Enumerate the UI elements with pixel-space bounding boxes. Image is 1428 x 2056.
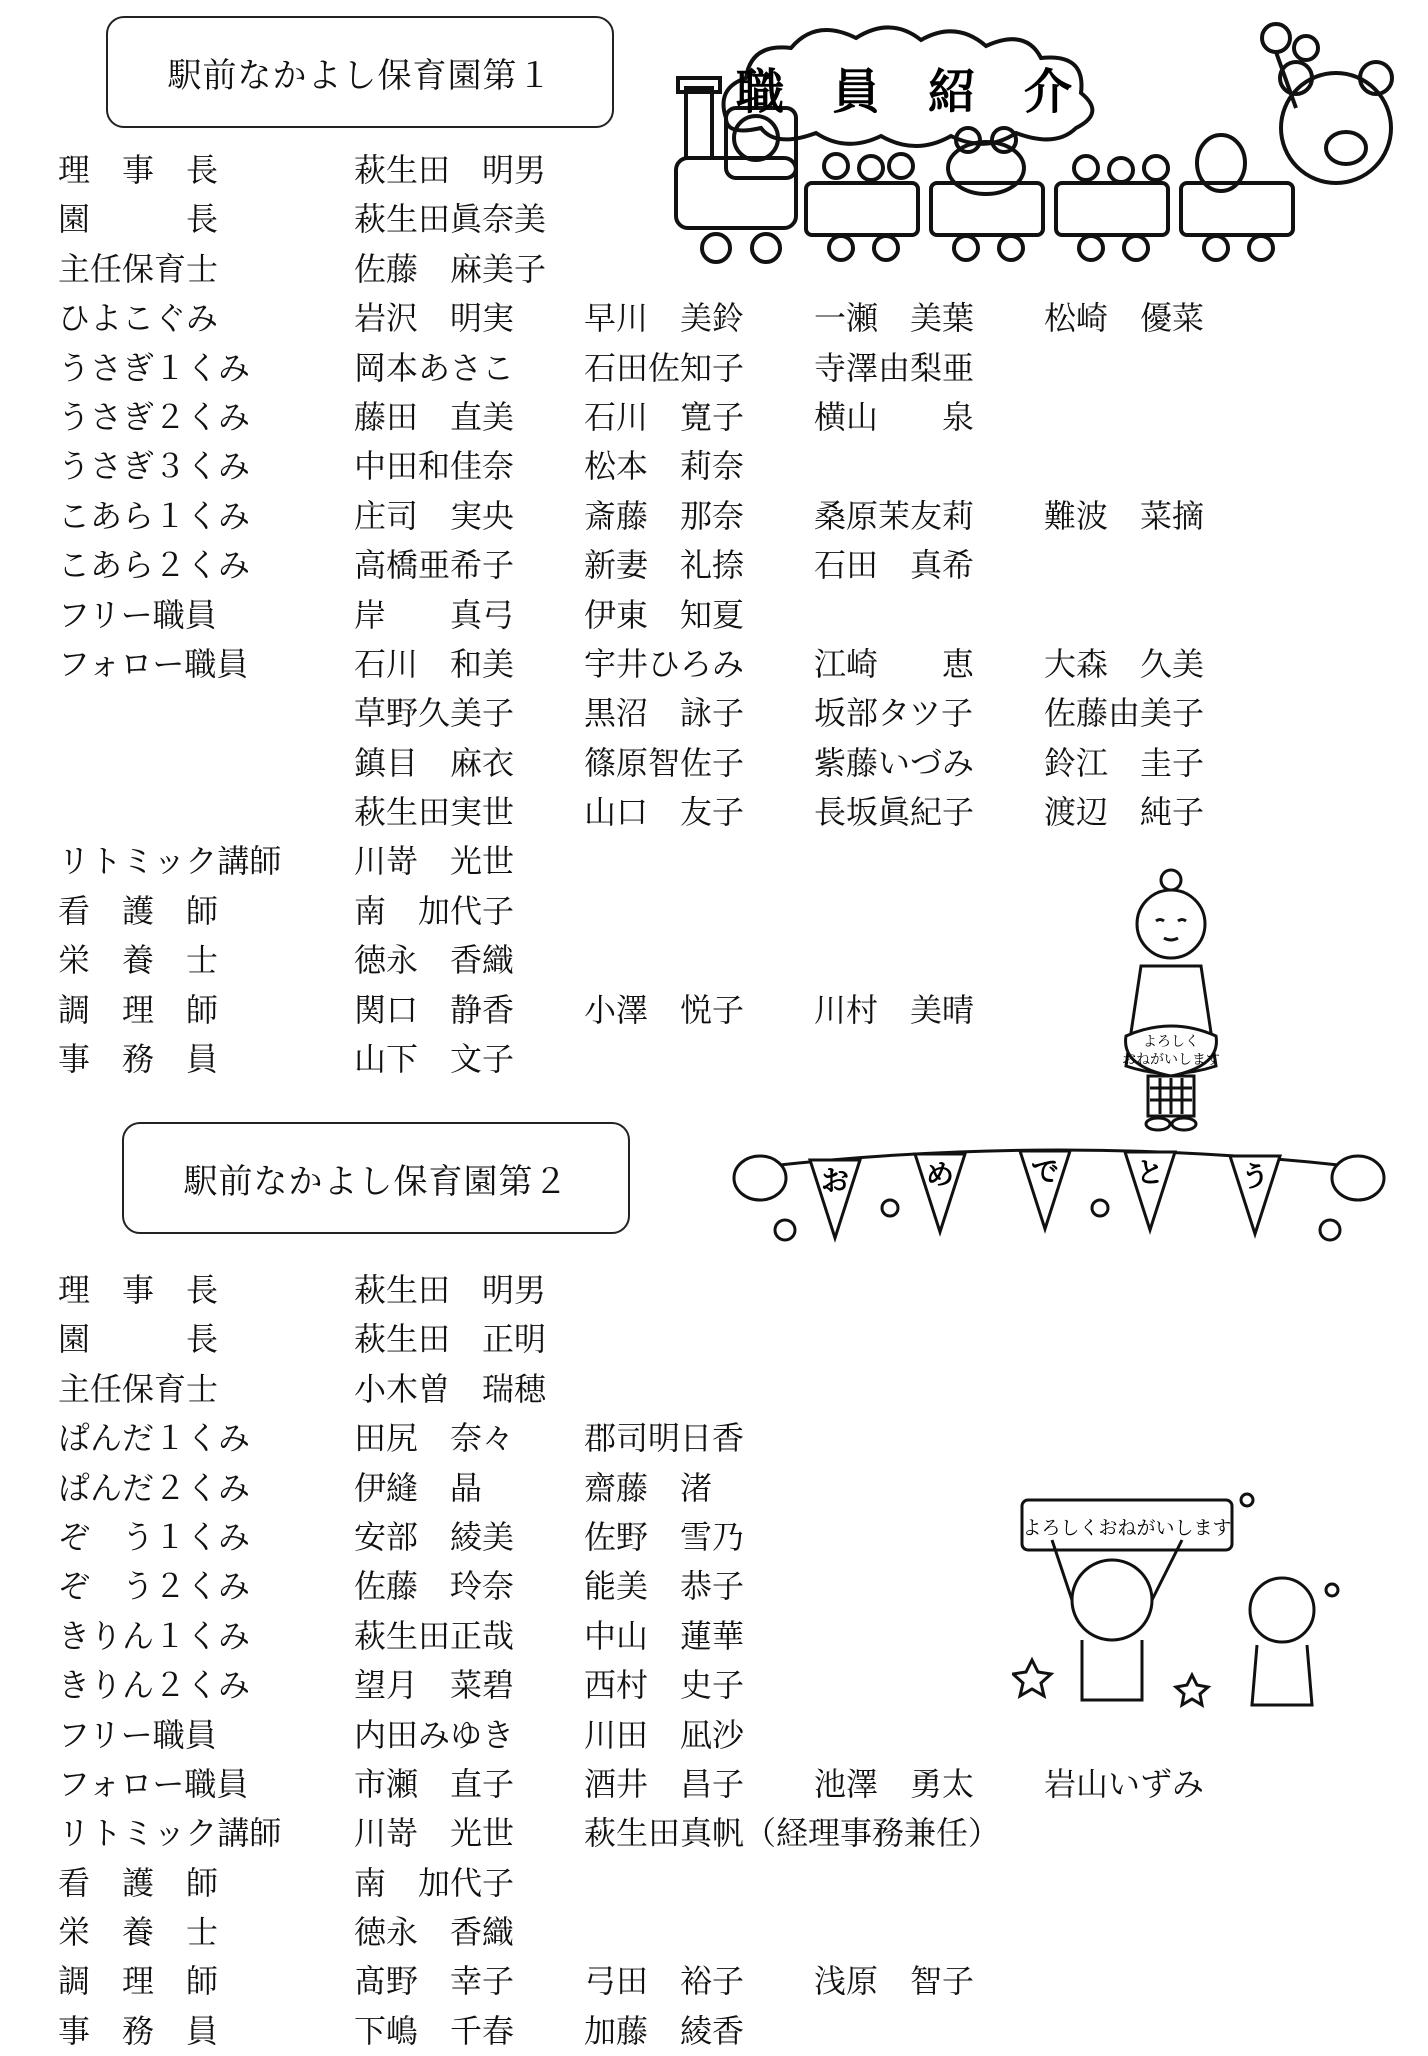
role-label: 看 護 師 <box>58 891 219 930</box>
staff-name: 南 加代子 <box>354 1863 515 1902</box>
staff-name: 小木曽 瑞穂 <box>354 1369 547 1408</box>
staff-name: 川嵜 光世 <box>354 842 515 881</box>
header-title: 職 員 紹 介 <box>735 64 1073 120</box>
staff-name: 萩生田 明男 <box>354 151 547 189</box>
role-label: 理 事 長 <box>58 1271 219 1309</box>
staff-name: 長坂眞紀子 <box>814 793 975 832</box>
kids-sign-illustration <box>1012 1480 1342 1720</box>
role-label: 理 事 長 <box>58 151 219 189</box>
staff-name: 岸 真弓 <box>354 595 515 634</box>
staff-name: 田尻 奈々 <box>354 1419 515 1458</box>
staff-name: 齋藤 渚 <box>584 1468 713 1507</box>
staff-name: 西村 史子 <box>584 1666 745 1705</box>
staff-name: 大森 久美 <box>1044 644 1205 683</box>
role-label: きりん２くみ <box>58 1666 251 1705</box>
banner-letter-de: で <box>1030 1155 1060 1188</box>
staff-name: 萩生田正哉 <box>354 1616 515 1655</box>
staff-name: 関口 静香 <box>354 990 515 1029</box>
staff-name: 小澤 悦子 <box>584 990 745 1029</box>
role-label: ぱんだ２くみ <box>58 1468 251 1507</box>
train-animals-illustration <box>656 8 1416 278</box>
section1-title: 駅前なかよし保育園第１ <box>106 16 614 128</box>
staff-name: 松崎 優菜 <box>1044 299 1205 338</box>
staff-name: 一瀬 美葉 <box>814 299 975 338</box>
role-label: こあら２くみ <box>58 546 251 585</box>
role-label: 栄 養 士 <box>58 1913 219 1952</box>
staff-name: 萩生田 正明 <box>354 1320 547 1359</box>
apron-girl-illustration <box>1096 866 1246 1136</box>
staff-name: 伊縫 晶 <box>354 1468 483 1507</box>
staff-name: 江崎 恵 <box>814 644 975 683</box>
staff-name: 弓田 裕子 <box>584 1962 745 2001</box>
staff-name: 桑原茉友莉 <box>814 496 975 535</box>
role-label: ぞ う２くみ <box>58 1567 251 1606</box>
staff-name: 藤田 直美 <box>354 397 515 436</box>
staff-name: 酒井 昌子 <box>584 1764 745 1803</box>
role-label: 事 務 員 <box>58 1040 219 1079</box>
staff-name: 岩沢 明実 <box>354 299 515 338</box>
staff-name: 紫藤いづみ <box>814 743 975 782</box>
banner-letter-me: め <box>925 1158 955 1191</box>
staff-name: 草野久美子 <box>354 694 515 733</box>
role-label: フリー職員 <box>58 1715 217 1754</box>
staff-name: 萩生田真帆（経理事務兼任） <box>584 1814 1001 1853</box>
staff-name: 内田みゆき <box>354 1715 515 1754</box>
staff-name: 難波 菜摘 <box>1044 496 1205 535</box>
staff-name: 新妻 礼捺 <box>584 546 745 585</box>
staff-name: 鈴江 圭子 <box>1044 743 1205 782</box>
staff-name: 川田 凪沙 <box>584 1715 745 1754</box>
staff-name: 斎藤 那奈 <box>584 496 745 535</box>
staff-name: 南 加代子 <box>354 891 515 930</box>
staff-name: 松本 莉奈 <box>584 447 745 486</box>
staff-name: 石田佐知子 <box>584 348 745 387</box>
role-label: ひよこぐみ <box>58 299 219 338</box>
role-label: うさぎ１くみ <box>58 348 251 387</box>
role-label: きりん１くみ <box>58 1616 251 1655</box>
role-label: こあら１くみ <box>58 496 251 535</box>
staff-name: 望月 菜碧 <box>354 1666 515 1705</box>
staff-name: 高橋亜希子 <box>354 546 515 585</box>
staff-name: 萩生田 明男 <box>354 1271 547 1309</box>
staff-name: 寺澤由梨亜 <box>814 348 975 387</box>
staff-name: 横山 泉 <box>814 397 975 436</box>
congratulations-banner <box>700 1138 1418 1268</box>
staff-name: 早川 美鈴 <box>584 299 745 338</box>
staff-name: 篠原智佐子 <box>584 743 745 782</box>
staff-name: 岩山いずみ <box>1044 1764 1205 1803</box>
staff-name: 坂部タツ子 <box>814 694 974 733</box>
staff-name: 髙野 幸子 <box>354 1962 515 2001</box>
role-label: 事 務 員 <box>58 2011 219 2050</box>
staff-name: 池澤 勇太 <box>814 1764 975 1803</box>
staff-name: 庄司 実央 <box>354 496 515 535</box>
apron-text-line2: おねがいします <box>1122 1052 1220 1068</box>
section2-title: 駅前なかよし保育園第２ <box>122 1122 630 1234</box>
role-label: 看 護 師 <box>58 1863 219 1902</box>
staff-name: 佐藤由美子 <box>1044 694 1205 733</box>
role-label: 栄 養 士 <box>58 941 219 980</box>
role-label: リトミック講師 <box>58 842 282 881</box>
staff-name: 岡本あさこ <box>354 348 515 387</box>
staff-name: 能美 恭子 <box>584 1567 745 1606</box>
staff-name: 山口 友子 <box>584 793 745 832</box>
role-label: 主任保育士 <box>58 1369 219 1408</box>
staff-name: 石田 真希 <box>814 546 975 585</box>
staff-name: 伊東 知夏 <box>584 595 745 634</box>
staff-name: 徳永 香織 <box>354 1913 515 1952</box>
staff-name: 渡辺 純子 <box>1044 793 1205 832</box>
staff-name: 黒沼 詠子 <box>584 694 745 733</box>
staff-name: 鎮目 麻衣 <box>354 743 515 782</box>
staff-name: 萩生田眞奈美 <box>354 200 547 239</box>
staff-name: 佐藤 麻美子 <box>354 249 547 288</box>
staff-name: 加藤 綾香 <box>584 2011 745 2050</box>
staff-name: 宇井ひろみ <box>584 644 745 683</box>
role-label: 主任保育士 <box>58 249 219 288</box>
staff-name: 石川 和美 <box>354 644 515 683</box>
staff-name: 徳永 香織 <box>354 941 515 980</box>
staff-name: 萩生田実世 <box>354 793 515 832</box>
role-label: ぞ う１くみ <box>58 1517 251 1556</box>
staff-name: 佐野 雪乃 <box>584 1517 745 1556</box>
role-label: 調 理 師 <box>58 1962 219 2001</box>
role-label: フォロー職員 <box>58 644 249 683</box>
staff-name: 郡司明日香 <box>584 1419 745 1458</box>
staff-name: 川嵜 光世 <box>354 1814 515 1853</box>
staff-name: 佐藤 玲奈 <box>354 1567 515 1606</box>
staff-name: 市瀬 直子 <box>354 1764 515 1803</box>
staff-name: 安部 綾美 <box>354 1517 515 1556</box>
role-label: うさぎ２くみ <box>58 397 251 436</box>
banner-letter-u: う <box>1240 1160 1270 1193</box>
staff-name: 中山 蓮華 <box>584 1616 745 1655</box>
role-label: フリー職員 <box>58 595 217 634</box>
banner-letter-o: お <box>820 1164 850 1197</box>
staff-name: 中田和佳奈 <box>354 447 515 486</box>
role-label: フォロー職員 <box>58 1764 249 1803</box>
sign-text: よろしくおねがいします <box>1022 1517 1232 1539</box>
role-label: 園 長 <box>58 1320 219 1359</box>
role-label: 調 理 師 <box>58 990 219 1029</box>
staff-name: 浅原 智子 <box>814 1962 975 2001</box>
apron-text-line1: よろしく <box>1143 1034 1199 1050</box>
staff-name: 山下 文子 <box>354 1040 515 1079</box>
role-label: 園 長 <box>58 200 219 239</box>
role-label: うさぎ３くみ <box>58 447 251 486</box>
staff-name: 石川 寛子 <box>584 397 745 436</box>
staff-name: 川村 美晴 <box>814 990 975 1029</box>
staff-name: 下嶋 千春 <box>354 2011 515 2050</box>
banner-letter-to: と <box>1135 1156 1165 1189</box>
role-label: リトミック講師 <box>58 1814 282 1853</box>
role-label: ぱんだ１くみ <box>58 1419 251 1458</box>
